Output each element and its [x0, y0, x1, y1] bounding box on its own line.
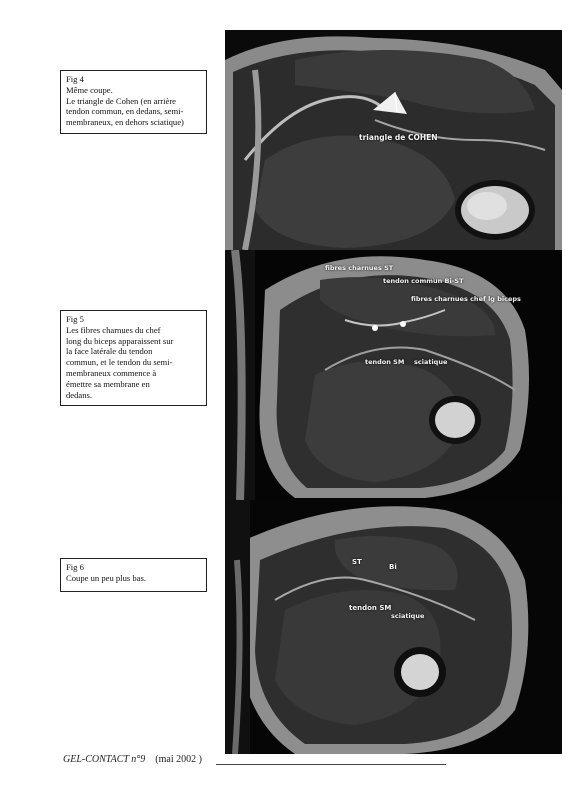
fig5-caption-line: Les fibres charnues du chef	[66, 324, 161, 335]
fig5-label: sciatique	[414, 358, 448, 366]
fig5-label: fibres charnues chef lg biceps	[411, 295, 521, 303]
fig4-caption-line: membraneux, en dehors sciatique)	[66, 117, 184, 128]
footer-rule	[216, 764, 446, 765]
fig5-caption-line: émettre sa membrane en	[66, 378, 150, 389]
fig4-caption-line: tendon commun, en dedans, semi-	[66, 106, 184, 117]
fig5-caption	[60, 310, 207, 406]
fig4-caption	[60, 70, 207, 134]
fig6-caption-line: Coupe un peu plus bas.	[66, 572, 146, 583]
fig5-mri-image	[225, 250, 562, 500]
fig4-label: triangle de COHEN	[359, 133, 438, 142]
fig5-caption-line: Fig 5	[66, 314, 84, 324]
fig4-caption-line: Même coupe.	[66, 84, 113, 95]
fig4-caption-line: Fig 4	[66, 74, 84, 84]
fig6-caption	[60, 558, 207, 592]
fig5-caption-line: la face latérale du tendon	[66, 346, 153, 357]
page-footer	[63, 754, 202, 765]
fig6-caption-line: Fig 6	[66, 562, 84, 572]
fig5-caption-line: long du biceps apparaissent sur	[66, 335, 174, 346]
fig5-label: tendon commun Bi-ST	[383, 277, 464, 285]
fig5-label: tendon SM	[365, 358, 405, 366]
fig4-mri-image	[225, 30, 562, 250]
fig6-label: tendon SM	[349, 604, 392, 612]
issue-date: (mai 2002 )	[155, 754, 202, 765]
fig6-label: sciatique	[391, 612, 425, 620]
fig6-mri-image	[225, 500, 562, 754]
fig6-label: ST	[352, 558, 362, 566]
fig5-caption-line: commun, et le tendon du semi-	[66, 357, 173, 368]
issue-number: n°9	[131, 754, 146, 765]
journal-title: GEL-CONTACT	[63, 754, 129, 765]
fig5-label: fibres charnues ST	[325, 264, 394, 272]
fig4-caption-line: Le triangle de Cohen (en arrière	[66, 95, 176, 106]
fig5-caption-line: membraneux commence à	[66, 367, 157, 378]
fig6-label: Bi	[389, 563, 397, 571]
fig5-caption-line: dedans.	[66, 389, 93, 400]
